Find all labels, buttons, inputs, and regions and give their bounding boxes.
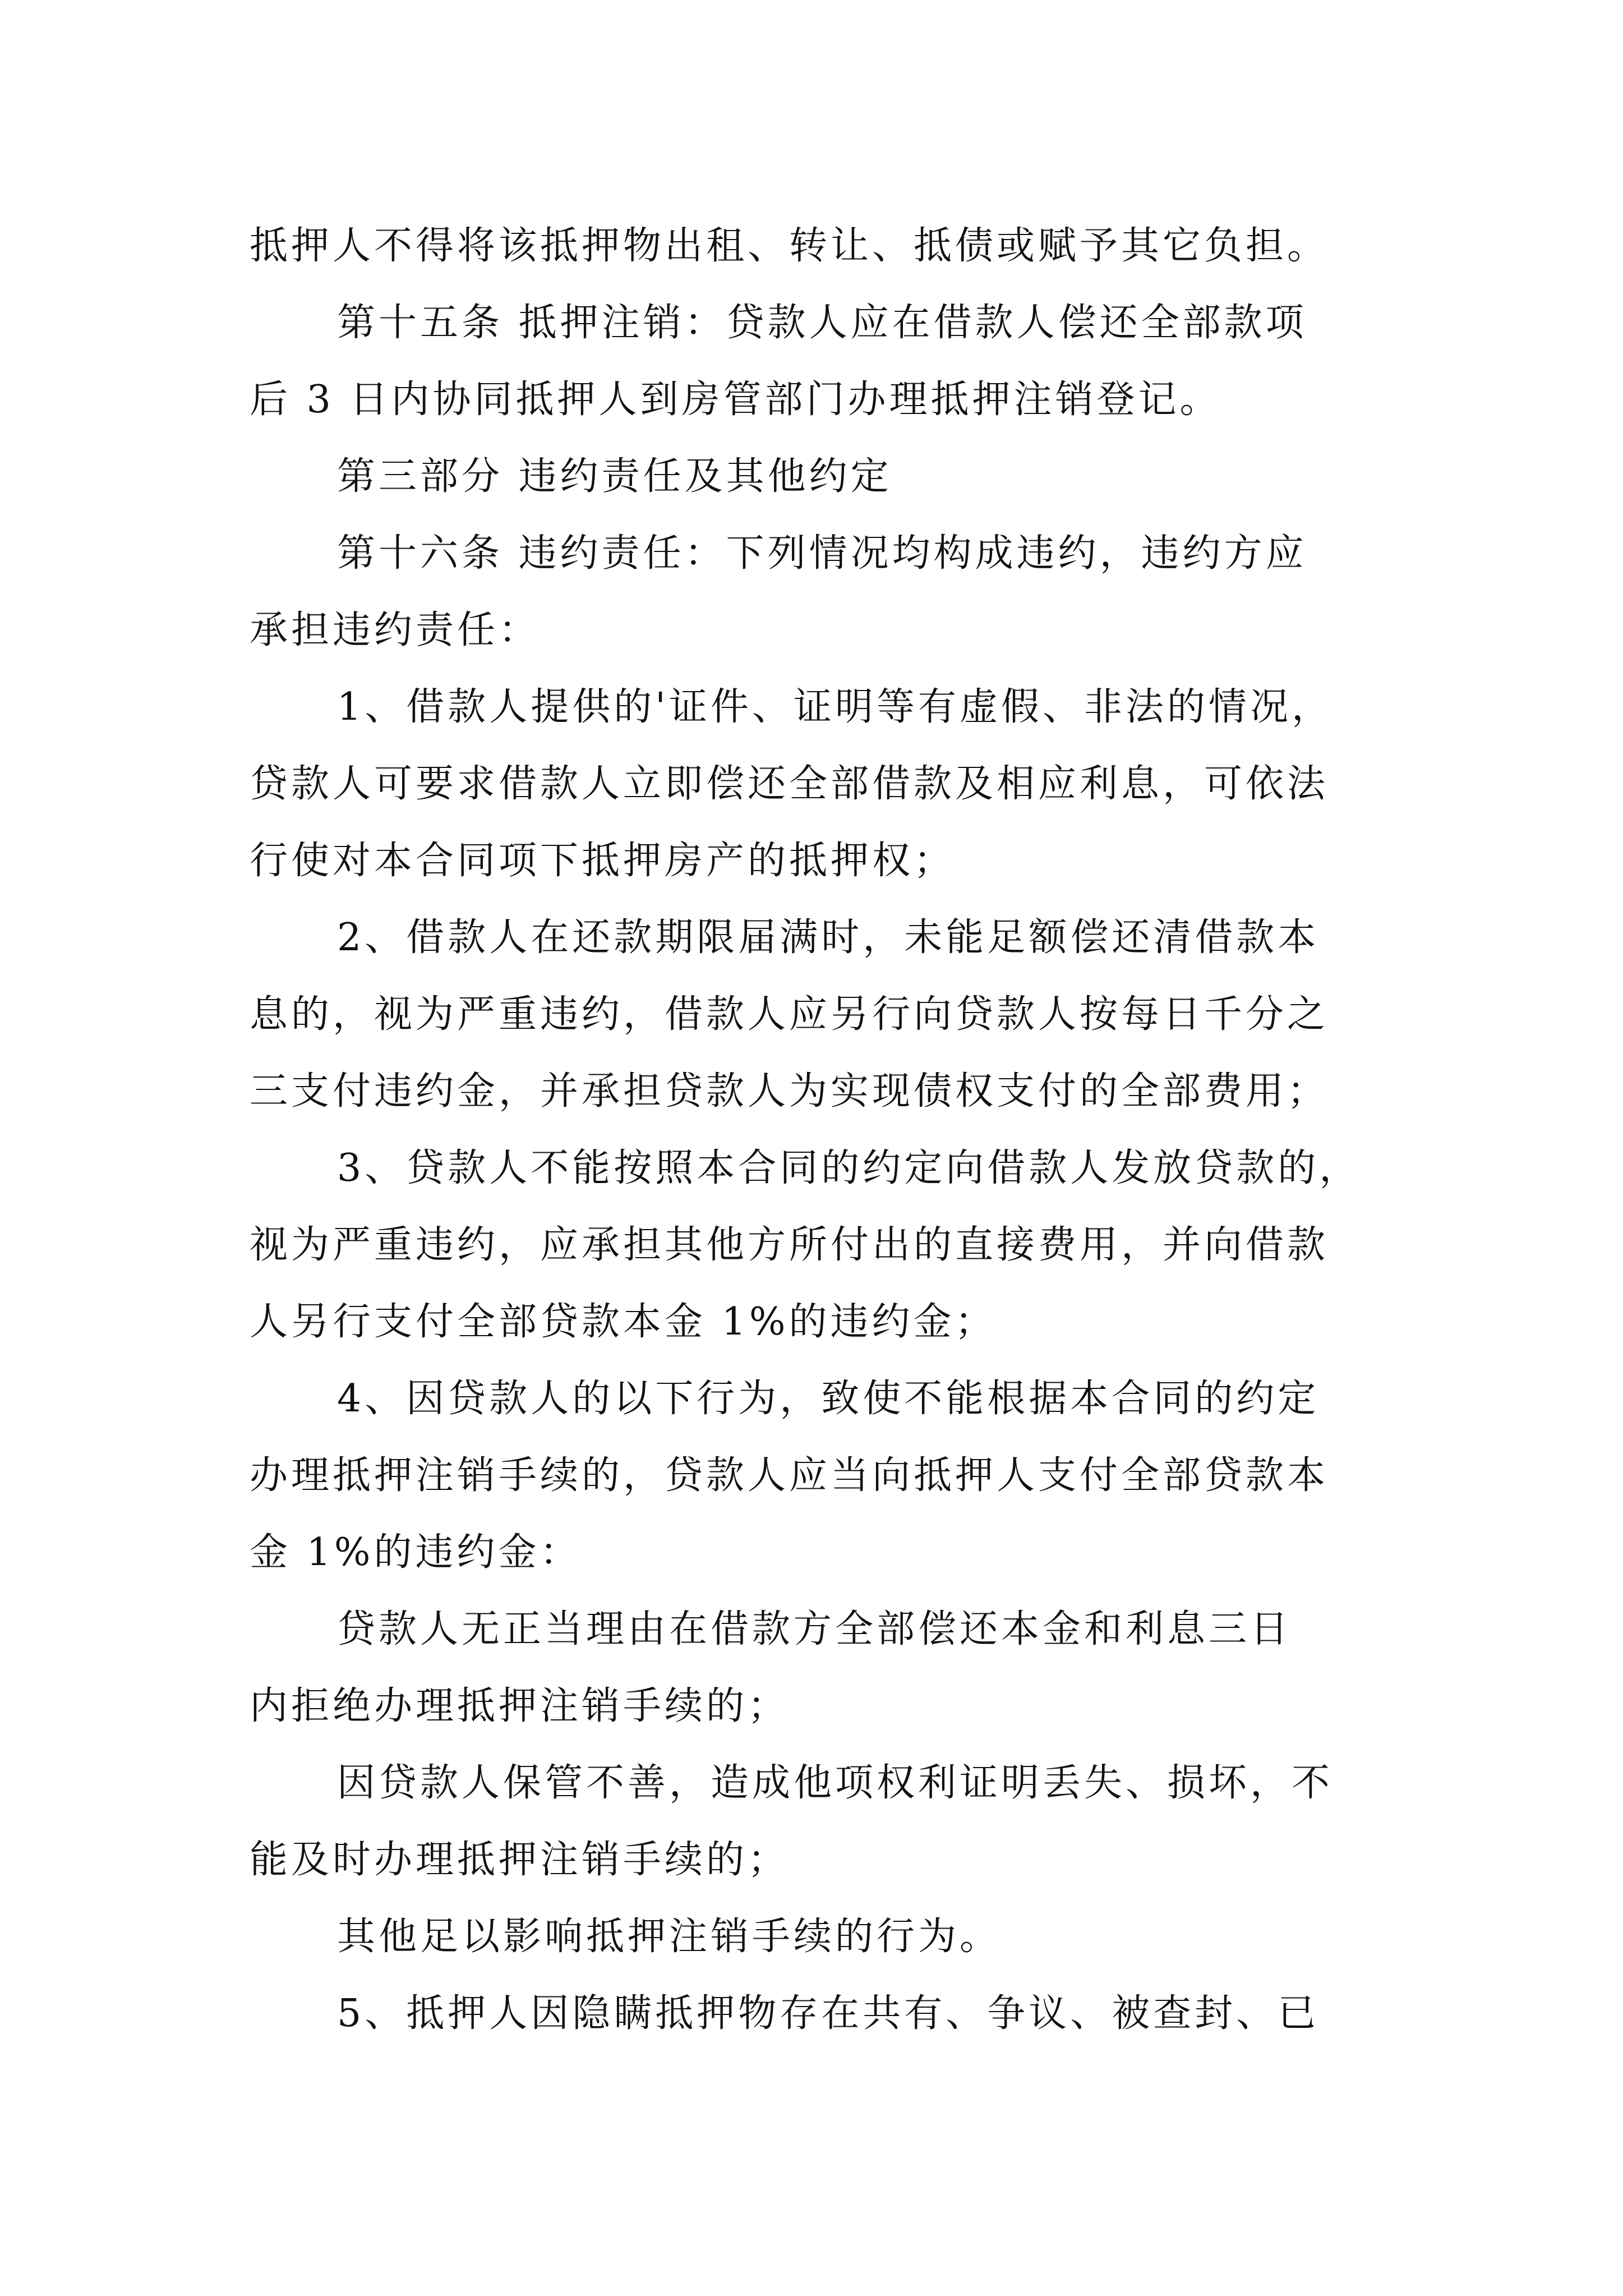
document-line: 行使对本合同项下抵押房产的抵押权； [250, 839, 956, 883]
document-line: 第十六条 违约责任：下列情况均构成违约，违约方应 [337, 531, 1307, 576]
contract-body-text [250, 208, 1394, 2052]
document-line: 第十五条 抵押注销：贷款人应在借款人偿还全部款项 [337, 301, 1307, 345]
document-line: 5、抵押人因隐瞒抵押物存在共有、争议、被查封、已 [337, 1991, 1320, 2036]
document-line: 能及时办理抵押注销手续的； [250, 1838, 790, 1882]
document-line: 抵押人不得将该抵押物出租、转让、抵债或赋予其它负担。 [250, 224, 1329, 268]
document-line: 3、贷款人不能按照本合同的约定向借款人发放贷款的， [337, 1146, 1361, 1190]
document-line: 其他足以影响抵押注销手续的行为。 [337, 1915, 1002, 1959]
document-line: 息的，视为严重违约，借款人应另行向贷款人按每日千分之 [250, 992, 1329, 1037]
document-line: 内拒绝办理抵押注销手续的； [250, 1684, 790, 1728]
document-line: 4、因贷款人的以下行为，致使不能根据本合同的约定 [337, 1377, 1320, 1421]
document-line: 贷款人可要求借款人立即偿还全部借款及相应利息，可依法 [250, 762, 1329, 806]
document-line: 承担违约责任： [250, 608, 541, 652]
document-line: 贷款人无正当理由在借款方全部偿还本金和利息三日 [337, 1607, 1292, 1651]
document-line: 因贷款人保管不善，造成他项权利证明丢失、损坏，不 [337, 1761, 1334, 1805]
document-line: 后 3 日内协同抵押人到房管部门办理抵押注销登记。 [250, 378, 1221, 422]
document-line: 三支付违约金，并承担贷款人为实现债权支付的全部费用； [250, 1069, 1329, 1114]
document-line: 视为严重违约，应承担其他方所付出的直接费用，并向借款 [250, 1223, 1329, 1267]
document-line: 办理抵押注销手续的，贷款人应当向抵押人支付全部贷款本 [250, 1453, 1329, 1498]
document-line: 1、借款人提供的'证件、证明等有虚假、非法的情况， [337, 685, 1333, 729]
document-line: 金 1%的违约金： [250, 1530, 582, 1575]
document-line: 第三部分 违约责任及其他约定 [337, 454, 892, 499]
document-line: 人另行支付全部贷款本金 1%的违约金； [250, 1300, 997, 1344]
document-line: 2、借款人在还款期限届满时，未能足额偿还清借款本 [337, 915, 1320, 960]
